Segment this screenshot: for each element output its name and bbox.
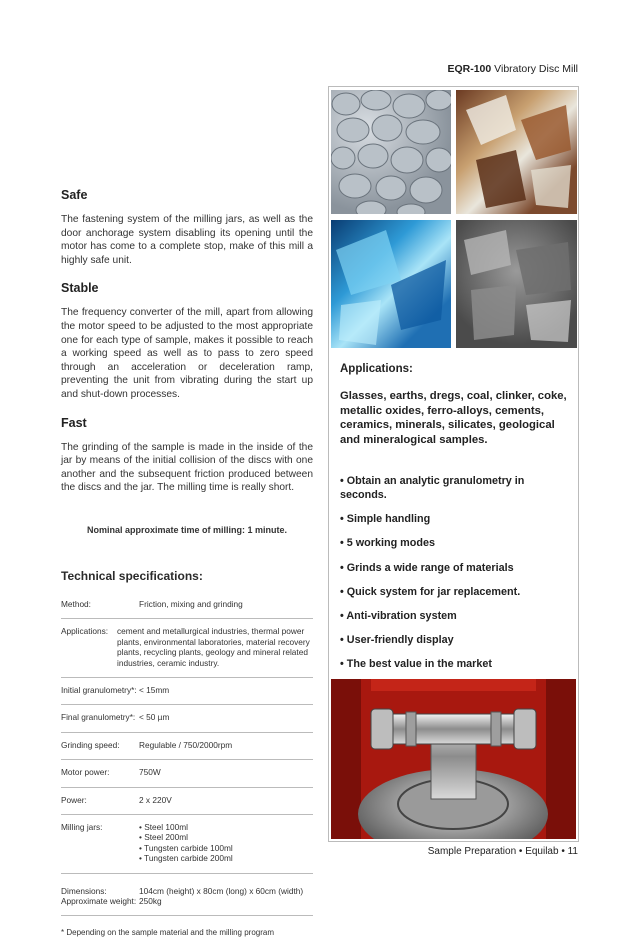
spec-label: Milling jars: [61, 821, 103, 832]
spec-row [61, 815, 313, 874]
spec-row [61, 678, 313, 705]
spec-label: Power: [61, 794, 87, 805]
jar-option: • Steel 100ml [139, 821, 189, 832]
product-name: Vibratory Disc Mill [494, 63, 578, 75]
spec-label: Motor power: [61, 767, 110, 778]
jar-option: • Tungsten carbide 200ml [139, 853, 233, 864]
section-text-safe: The fastening system of the milling jars, as well as the door anchorage system disabling its opening until the motor has come to a complete stop, make of this mill a highly safe unit. [61, 214, 313, 266]
spec-value: cement and metallurgical industries, thermal power plants, environmental laboratories, material recovery plants, recycling plants, geology and mineral related industries, ceramic industry. [117, 626, 310, 668]
spec-value: < 50 µm [139, 712, 170, 723]
photo-blue-glass [331, 220, 451, 348]
spec-value: 2 x 220V [139, 794, 172, 805]
spec-row [61, 597, 313, 619]
spec-row [61, 705, 313, 732]
list-item: • Simple handling [340, 513, 431, 526]
list-item: • User-friendly display [340, 634, 454, 647]
list-item: • Obtain an analytic granulometry in seconds. [340, 475, 525, 501]
spec-label: Approximate weight: [61, 896, 137, 906]
specs-title: Technical specifications: [61, 568, 203, 583]
photo-metal-pieces [456, 220, 577, 348]
list-item: • Anti-vibration system [340, 609, 457, 622]
applications-title: Applications: [340, 363, 413, 375]
section-title-safe: Safe [61, 188, 88, 202]
spec-footnote: * Depending on the sample material and the milling program [61, 928, 275, 937]
right-panel [328, 86, 579, 842]
spec-value [139, 822, 313, 864]
feature-list [340, 475, 572, 672]
spec-value: 250kg [139, 896, 162, 906]
spec-row [61, 760, 313, 787]
section-title-fast: Fast [61, 415, 87, 430]
spec-label: Grinding speed: [61, 739, 120, 750]
spec-table [61, 597, 313, 917]
applications-text: Glasses, earths, dregs, coal, clinker, coke, metallic oxides, ferro-alloys, cements, ceramics, minerals, silicates, geological and mineralogical samples. [340, 390, 567, 446]
spec-row [61, 788, 313, 815]
spec-row [61, 874, 313, 917]
spec-label: Final granulometry*: [61, 712, 136, 723]
spec-label: Initial granulometry*: [61, 684, 137, 695]
page-header [447, 63, 578, 75]
section-text-fast: The grinding of the sample is made in the inside of the jar by means of the initial collision of the discs with one another and the subsequent friction produced between the discs and the jar. The milling time is really short. [61, 441, 313, 494]
spec-row [61, 619, 313, 678]
spec-label: Method: [61, 598, 91, 609]
spec-value: < 15mm [139, 684, 170, 695]
jar-option: • Tungsten carbide 100ml [139, 842, 233, 853]
section-title-stable: Stable [61, 281, 99, 296]
left-column [61, 188, 313, 937]
spec-value: 750W [139, 767, 161, 778]
jar-option: • Steel 200ml [139, 832, 189, 843]
photo-pebbles [331, 90, 451, 214]
spec-value: 104cm (height) x 80cm (long) x 60cm (width) [139, 885, 304, 896]
applications-block [340, 363, 572, 682]
page-footer: Sample Preparation • Equilab • 11 [427, 846, 578, 857]
list-item: • Grinds a wide range of materials [340, 561, 514, 574]
photo-mill-interior [331, 679, 576, 839]
spec-label: Applications: [61, 626, 109, 637]
list-item: • 5 working modes [340, 537, 435, 550]
photo-glass-shards [456, 90, 577, 214]
sample-photos [329, 90, 579, 356]
section-text-stable: The frequency converter of the mill, apart from allowing the motor speed to be adjusted to the most appropriate one for each type of sample, makes it possible to reach a working speed as well as to pass to zero speed through an acceleration or deceleration ramp, preventing the unit from vibrating during the start up and shut-down processes. [61, 307, 313, 400]
list-item: • The best value in the market [340, 658, 492, 671]
model-name: EQR-100 [447, 63, 492, 75]
spec-row [61, 733, 313, 760]
list-item: • Quick system for jar replacement. [340, 585, 521, 598]
spec-value: Regulable / 750/2000rpm [139, 739, 233, 750]
spec-value: Friction, mixing and grinding [139, 598, 243, 609]
spec-label: Dimensions: [61, 885, 107, 896]
milling-time-note: Nominal approximate time of milling: 1 minute. [86, 524, 288, 535]
